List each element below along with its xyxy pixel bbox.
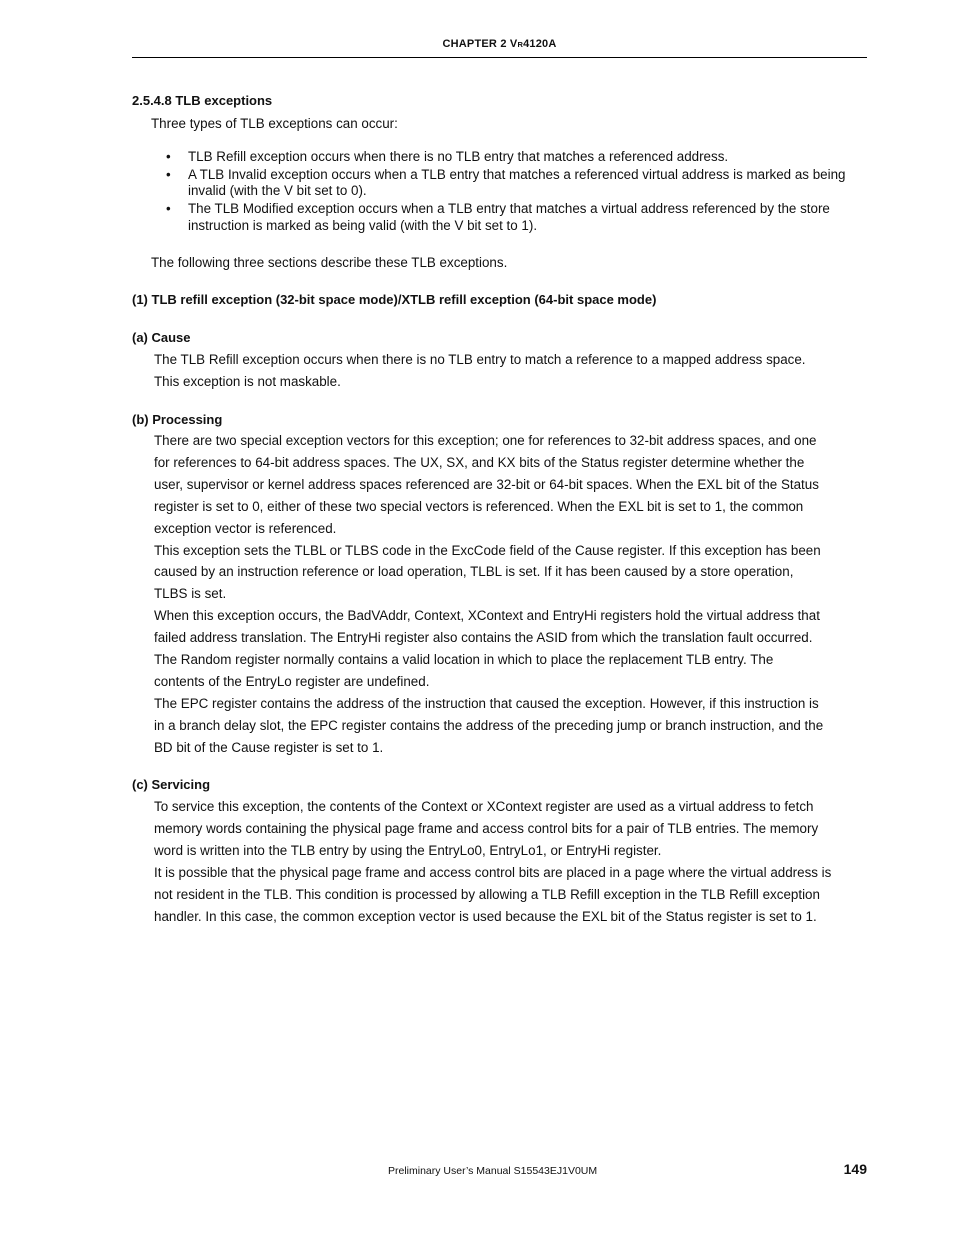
bullet-glyph: • <box>166 166 171 182</box>
section-title: 2.5.4.8 TLB exceptions <box>132 93 273 108</box>
paragraph-line: failed address translation. The EntryHi register also contains the ASID from which the translation fault occurred. <box>154 630 813 646</box>
paragraph-line: The Random register normally contains a valid location in which to place the replacement TLB entry. The <box>154 652 774 668</box>
header-rule <box>132 57 867 58</box>
cause-body <box>154 349 874 393</box>
paragraph-line: contents of the EntryLo register are undefined. <box>154 673 430 689</box>
paragraph-line: There are two special exception vectors for this exception; one for references to 32-bit address spaces, and one <box>154 433 817 448</box>
paragraph-line: memory words containing the physical page frame and access control bits for a pair of TLB entries. The memory <box>154 820 819 836</box>
exception-type-list <box>166 149 866 236</box>
section-intro: Three types of TLB exceptions can occur: <box>151 116 398 131</box>
paragraph-line: for references to 64-bit address spaces. The UX, SX, and KX bits of the Status register determine whether the <box>154 454 805 470</box>
paragraph-line: This exception sets the TLBL or TLBS code in the ExcCode field of the Cause register. If this exception has been <box>154 542 821 558</box>
paragraph-line: TLBS is set. <box>154 586 227 602</box>
subsection-title: (1) TLB refill exception (32-bit space mode)/XTLB refill exception (64-bit space mode) <box>132 292 657 307</box>
list-item-text: The TLB Modified exception occurs when a TLB entry that matches a virtual address referenced by the store instruction is marked as being valid (with the V bit set to 1). <box>188 201 830 233</box>
paragraph-line: When this exception occurs, the BadVAddr, Context, XContext and EntryHi registers hold the virtual address that <box>154 608 820 624</box>
paragraph-line: user, supervisor or kernel address spaces referenced are 32-bit or 64-bit spaces. When the EXL bit of the Status <box>154 476 819 492</box>
paragraph-line: register is set to 0, either of these two special vectors is referenced. When the EXL bit is set to 1, the common <box>154 498 804 514</box>
running-header <box>132 38 867 50</box>
paragraph-line: caused by an instruction reference or load operation, TLBL is set. If it has been caused by a store operation, <box>154 564 794 580</box>
page-number: 149 <box>843 1161 867 1177</box>
chapter-subscript: R <box>517 40 524 49</box>
list-item-text: A TLB Invalid exception occurs when a TLB entry that matches a referenced virtual address is marked as being invalid (with the V bit set to 0). <box>188 166 846 199</box>
list-item <box>166 167 866 200</box>
paragraph-line: BD bit of the Cause register is set to 1. <box>154 739 384 755</box>
section-following: The following three sections describe these TLB exceptions. <box>151 255 508 270</box>
bullet-glyph: • <box>166 201 171 217</box>
list-item <box>166 149 866 165</box>
bullet-glyph: • <box>166 149 171 164</box>
paragraph-line: To service this exception, the contents of the Context or XContext register are used as a virtual address to fetch <box>154 799 814 814</box>
servicing-body <box>154 796 874 927</box>
paragraph-line: This exception is not maskable. <box>154 373 341 389</box>
paragraph-line: not resident in the TLB. This condition is processed by allowing a TLB Refill exception in the TLB Refill exception <box>154 886 820 902</box>
paragraph-line: exception vector is referenced. <box>154 520 337 536</box>
chapter-prefix: CHAPTER 2 V <box>442 38 518 50</box>
paragraph-line: handler. In this case, the common exception vector is used because the EXL bit of the Status register is set to 1. <box>154 908 817 924</box>
paragraph-line: The TLB Refill exception occurs when there is no TLB entry to match a reference to a mapped address space. <box>154 352 806 367</box>
processing-body <box>154 430 874 759</box>
paragraph-line: in a branch delay slot, the EPC register contains the address of the preceding jump or branch instruction, and the <box>154 717 824 733</box>
list-item <box>166 201 866 234</box>
footer-text: Preliminary User’s Manual S15543EJ1V0UM <box>388 1165 598 1177</box>
processing-heading: (b) Processing <box>132 412 223 427</box>
chapter-suffix: 4120A <box>523 38 557 50</box>
paragraph-line: The EPC register contains the address of the instruction that caused the exception. However, if this instruction is <box>154 695 819 711</box>
cause-heading: (a) Cause <box>132 330 191 345</box>
servicing-heading: (c) Servicing <box>132 777 211 792</box>
list-item-text: TLB Refill exception occurs when there is no TLB entry that matches a referenced address. <box>188 149 729 164</box>
paragraph-line: It is possible that the physical page frame and access control bits are placed in a page where the virtual address is <box>154 864 832 880</box>
paragraph-line: word is written into the TLB entry by using the EntryLo0, EntryLo1, or EntryHi register. <box>154 842 662 858</box>
